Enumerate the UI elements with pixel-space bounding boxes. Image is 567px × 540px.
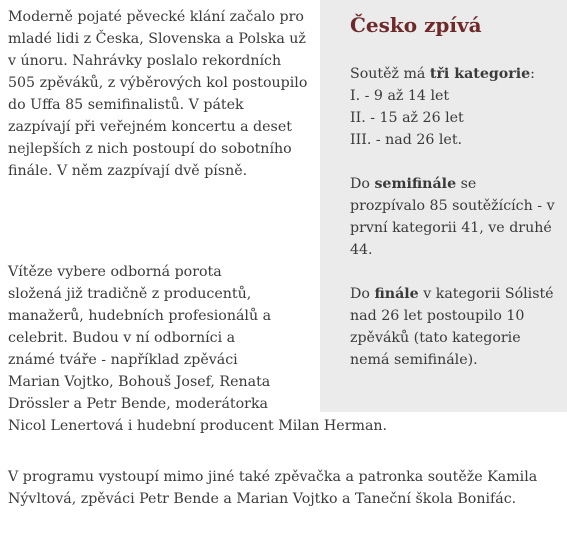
category-item: III. - nad 26 let. [350,132,463,148]
article-paragraph-program: V programu vystoupí mimo jiné také zpěvačka a patronka soutěže Kamila Nývltová, zpěváci Petr Bende a Marian Vojtko a Taneční škola Bonifác. [8,469,538,507]
jury-line: celebrit. Budou v ní odborníci a [8,330,236,346]
sidebar-title: Česko zpívá [350,13,482,37]
jury-line: složená již tradičně z producentů, [8,286,252,302]
final-prefix: Do [350,286,375,302]
info-sidebar [320,0,567,412]
categories-bold: tři kategorie [429,66,531,82]
final-bold: finále [374,286,419,302]
category-item: II. - 15 až 26 let [350,110,464,126]
semifinal-bold: semifinále [374,176,457,192]
sidebar-final [350,283,555,371]
jury-line: Nicol Lenertová i hudební producent Milan Herman. [8,418,388,434]
article-paragraph-intro: Moderně pojaté pěvecké klání začalo pro mladé lidi z Česka, Slovenska a Polska už v únoru. Nahrávky poslalo rekordních 505 zpěváků, z výběrových kol postoupilo do Uffa 85 semifinalistů. V pátek zazpívají při veřejném koncertu a deset nejlepších z nich postoupí do sobotního finále. V něm zazpívají dvě písně. [8,9,308,179]
sidebar-semifinal [350,173,555,261]
sidebar-categories [350,63,555,151]
final-text: v kategorii Sólisté nad 26 let postoupilo 10 zpěváků (tato kategorie nemá semifinále). [350,286,554,368]
jury-line: Vítěze vybere odborná porota [8,264,222,280]
category-item: I. - 9 až 14 let [350,88,450,104]
jury-line: manažerů, hudebních profesionálů a [8,308,272,324]
categories-heading [350,63,555,85]
semifinal-prefix: Do [350,176,375,192]
categories-intro: Soutěž má [350,66,430,82]
jury-line: Marian Vojtko, Bohouš Josef, Renata [8,374,271,390]
jury-line: známé tváře - například zpěváci [8,352,238,368]
jury-line: Drössler a Petr Bende, moderátorka [8,396,269,412]
categories-colon: : [530,66,535,82]
semifinal-text: se prozpívalo 85 soutěžících - v první kategorii 41, ve druhé 44. [350,176,555,258]
